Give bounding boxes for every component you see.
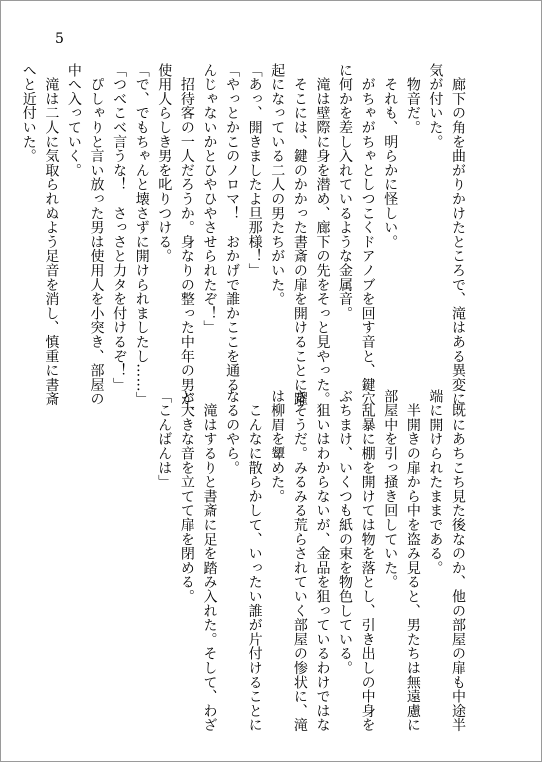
text-line: 部屋中を引っ掻き回していた。: [382, 389, 399, 590]
text-line: 廊下の角を曲がりかけたところで、滝はある異変に: [450, 63, 466, 407]
text-line: なるのやら。: [224, 389, 241, 475]
text-line: 物音だ。: [404, 63, 421, 135]
text-line: 「やっとかこのノロマ！ おかげで誰かここを通る: [224, 63, 241, 392]
text-line: それも、明らかに怪しい。: [382, 63, 399, 249]
text-line: 端に開けられたままである。: [427, 389, 444, 575]
text-line: 狙いはわからないが、金品を狙っているわけではな: [314, 389, 331, 733]
text-line: 「こんばんは」: [156, 389, 173, 490]
text-line: 招待客の一人だろうか。身なりの整った中年の男が、: [178, 63, 195, 421]
text-line: 気が付いた。: [427, 63, 444, 149]
text-line: 「あっ、開きましたよ旦那様！」: [246, 63, 263, 278]
text-line: に何かを差し入れているような金属音。: [337, 63, 354, 321]
text-line: ぴしゃりと言い放った男は使用人を小突き、部屋の: [88, 63, 105, 407]
text-block-bottom: [149, 389, 469, 733]
text-line: 半開きの扉から中を盗み見ると、男たちは無遠慮に: [404, 389, 421, 733]
text-line: 既にあちこち見た後なのか、他の部屋の扉も中途半: [450, 389, 466, 733]
text-line: んじゃないかとひやひやさせられたぞ！」: [201, 63, 218, 335]
text-line: さそうだ。みるみる荒らされていく部屋の惨状に、滝: [291, 389, 308, 733]
text-line: がちゃがちゃとしつこくドアノブを回す音と、鍵穴: [359, 63, 376, 407]
page-number: 5: [55, 31, 64, 47]
text-line: 滝は壁際に身を潜め、廊下の先をそっと見やった。: [314, 63, 331, 407]
text-line: 「で、でもちゃんと壊さずに開けられましたし……」: [133, 63, 150, 407]
text-block-top: [20, 63, 469, 421]
text-line: と大きな音を立てて扉を閉める。: [178, 389, 195, 604]
text-line: 起になっている二人の男たちがいた。: [269, 63, 286, 307]
text-line: 乱暴に棚を開けては物を落とし、引き出しの中身を: [359, 389, 376, 733]
text-line: は柳眉を顰めた。: [269, 389, 286, 504]
text-line: 「つべこべ言うな！ さっさと力タを付けるぞ！」: [111, 63, 128, 392]
text-line: 滝は二人に気取られぬよう足音を消し、慎重に書斎: [43, 63, 60, 407]
text-line: ぶちまけ、いくつも紙の束を物色している。: [337, 389, 354, 675]
text-line: 中へ入っていく。: [65, 63, 82, 178]
text-line: 使用人らしき男を叱りつける。: [156, 63, 173, 264]
text-line: こんなに散らかして、いったい誰が片付けることに: [246, 389, 263, 733]
text-line: へと近付いた。: [20, 63, 37, 164]
text-line: 滝はするりと書斎に足を踏み入れた。そして、わざ: [201, 389, 218, 733]
text-line: そこには、鍵のかかった書斎の扉を開けることに躍: [291, 63, 308, 407]
